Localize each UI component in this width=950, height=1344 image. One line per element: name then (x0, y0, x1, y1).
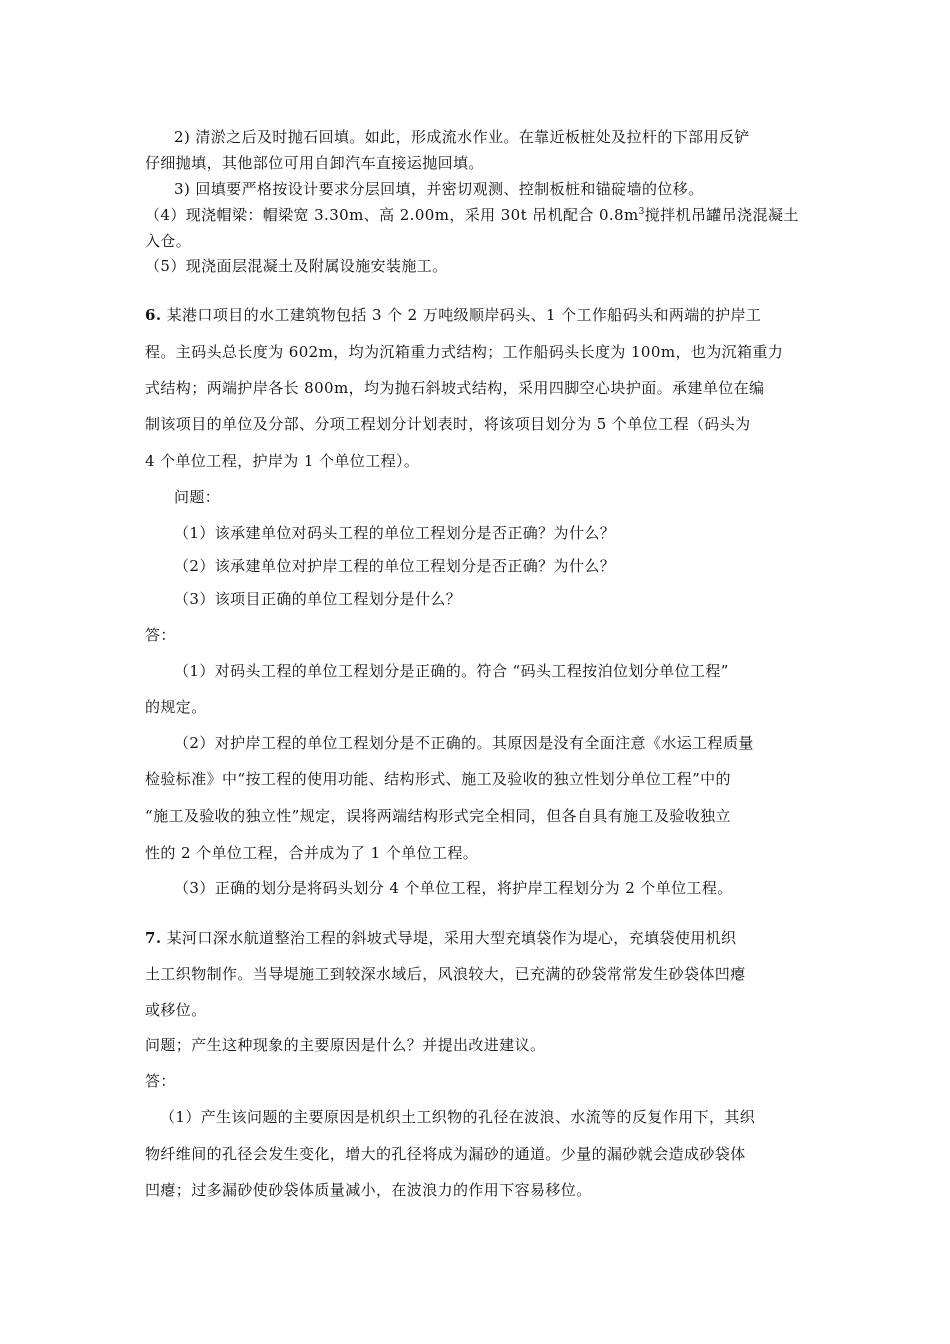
q6-answer2-line4: 性的 2 个单位工程，合并成为了 1 个单位工程。 (145, 844, 479, 862)
q6-answer2-line2: 检验标准》中“按工程的使用功能、结构形式、施工及验收的独立性划分单位工程”中的 (145, 770, 731, 788)
q6-text-line5: 4 个单位工程，护岸为 1 个单位工程）。 (145, 452, 420, 470)
q6-answer3: （3）正确的划分是将码头划分 4 个单位工程，将护岸工程划分为 2 个单位工程。 (174, 879, 733, 897)
q6-answer1-line2: 的规定。 (145, 698, 207, 716)
q7-answer1-line1: （1）产生该问题的主要原因是机织土工织物的孔径在波浪、水流等的反复作用下，其织 (160, 1108, 756, 1126)
item4-superscript: 3 (638, 207, 645, 217)
q7-text-line3: 或移位。 (145, 1001, 207, 1019)
q6-text-line2: 程。主码头总长度为 602m，均为沉箱重力式结构；工作船码头长度为 100m，也为沉箱重力 (145, 343, 784, 361)
q6-text-line4: 制该项目的单位及分部、分项工程划分计划表时，将该项目划分为 5 个单位工程（码头为 (145, 415, 751, 433)
item4-line2: 入仓。 (145, 232, 192, 250)
q6-answer2-line1: （2）对护岸工程的单位工程划分是不正确的。其原因是没有全面注意《水运工程质量 (174, 734, 754, 752)
item4-text-a: （4）现浇帽梁：帽梁宽 3.30m、高 2.00m，采用 30t 吊机配合 0.8m (145, 206, 639, 224)
item4-line1 (145, 205, 799, 225)
q6-answer-label: 答： (145, 626, 176, 644)
q6-questions-label: 问题： (174, 488, 221, 506)
q7-text-line1-body: 某河口深水航道整治工程的斜坡式导堤，采用大型充填袋作为堤心，充填袋使用机织 (161, 929, 737, 947)
q6-question3: （3）该项目正确的单位工程划分是什么？ (174, 590, 462, 608)
q7-text-line1 (145, 928, 736, 948)
item4-text-b: 搅拌机吊罐吊浇混凝土 (644, 206, 799, 224)
q6-question1: （1）该承建单位对码头工程的单位工程划分是否正确？为什么？ (174, 524, 616, 542)
item2-line1: 2) 清淤之后及时抛石回填。如此，形成流水作业。在靠近板桩处及拉杆的下部用反铲 (174, 128, 750, 146)
q6-question2: （2）该承建单位对护岸工程的单位工程划分是否正确？为什么？ (174, 557, 616, 575)
q7-answer1-line2: 物纤维间的孔径会发生变化，增大的孔径将成为漏砂的通道。少量的漏砂就会造成砂袋体 (145, 1145, 746, 1163)
item3-line: 3) 回填要严格按设计要求分层回填，并密切观测、控制板桩和锚碇墙的位移。 (174, 180, 704, 198)
q7-answer1-line3: 凹瘪；过多漏砂使砂袋体质量减小，在波浪力的作用下容易移位。 (145, 1181, 592, 1199)
q6-text-line1-body: 某港口项目的水工建筑物包括 3 个 2 万吨级顺岸码头、1 个工作船码头和两端的护岸工 (161, 306, 762, 324)
q6-answer1-line1: （1）对码头工程的单位工程划分是正确的。符合 “码头工程按泊位划分单位工程” (174, 662, 729, 680)
q6-text-line3: 式结构；两端护岸各长 800m，均为抛石斜坡式结构，采用四脚空心块护面。承建单位在编 (145, 379, 765, 397)
q6-answer2-line3: “施工及验收的独立性”规定，误将两端结构形式完全相同，但各自具有施工及验收独立 (145, 807, 731, 825)
q6-text-line1 (145, 305, 761, 325)
q7-question: 问题；产生这种现象的主要原因是什么？并提出改进建议。 (145, 1036, 546, 1054)
q7-text-line2: 土工织物制作。当导堤施工到较深水域后，风浪较大，已充满的砂袋常常发生砂袋体凹瘪 (145, 965, 746, 983)
item2-line2: 仔细抛填，其他部位可用自卸汽车直接运抛回填。 (145, 154, 484, 172)
q6-number: 6. (145, 306, 162, 324)
q7-answer-label: 答： (145, 1072, 176, 1090)
item5-line: （5）现浇面层混凝土及附属设施安装施工。 (145, 257, 448, 275)
q7-number: 7. (145, 929, 162, 947)
